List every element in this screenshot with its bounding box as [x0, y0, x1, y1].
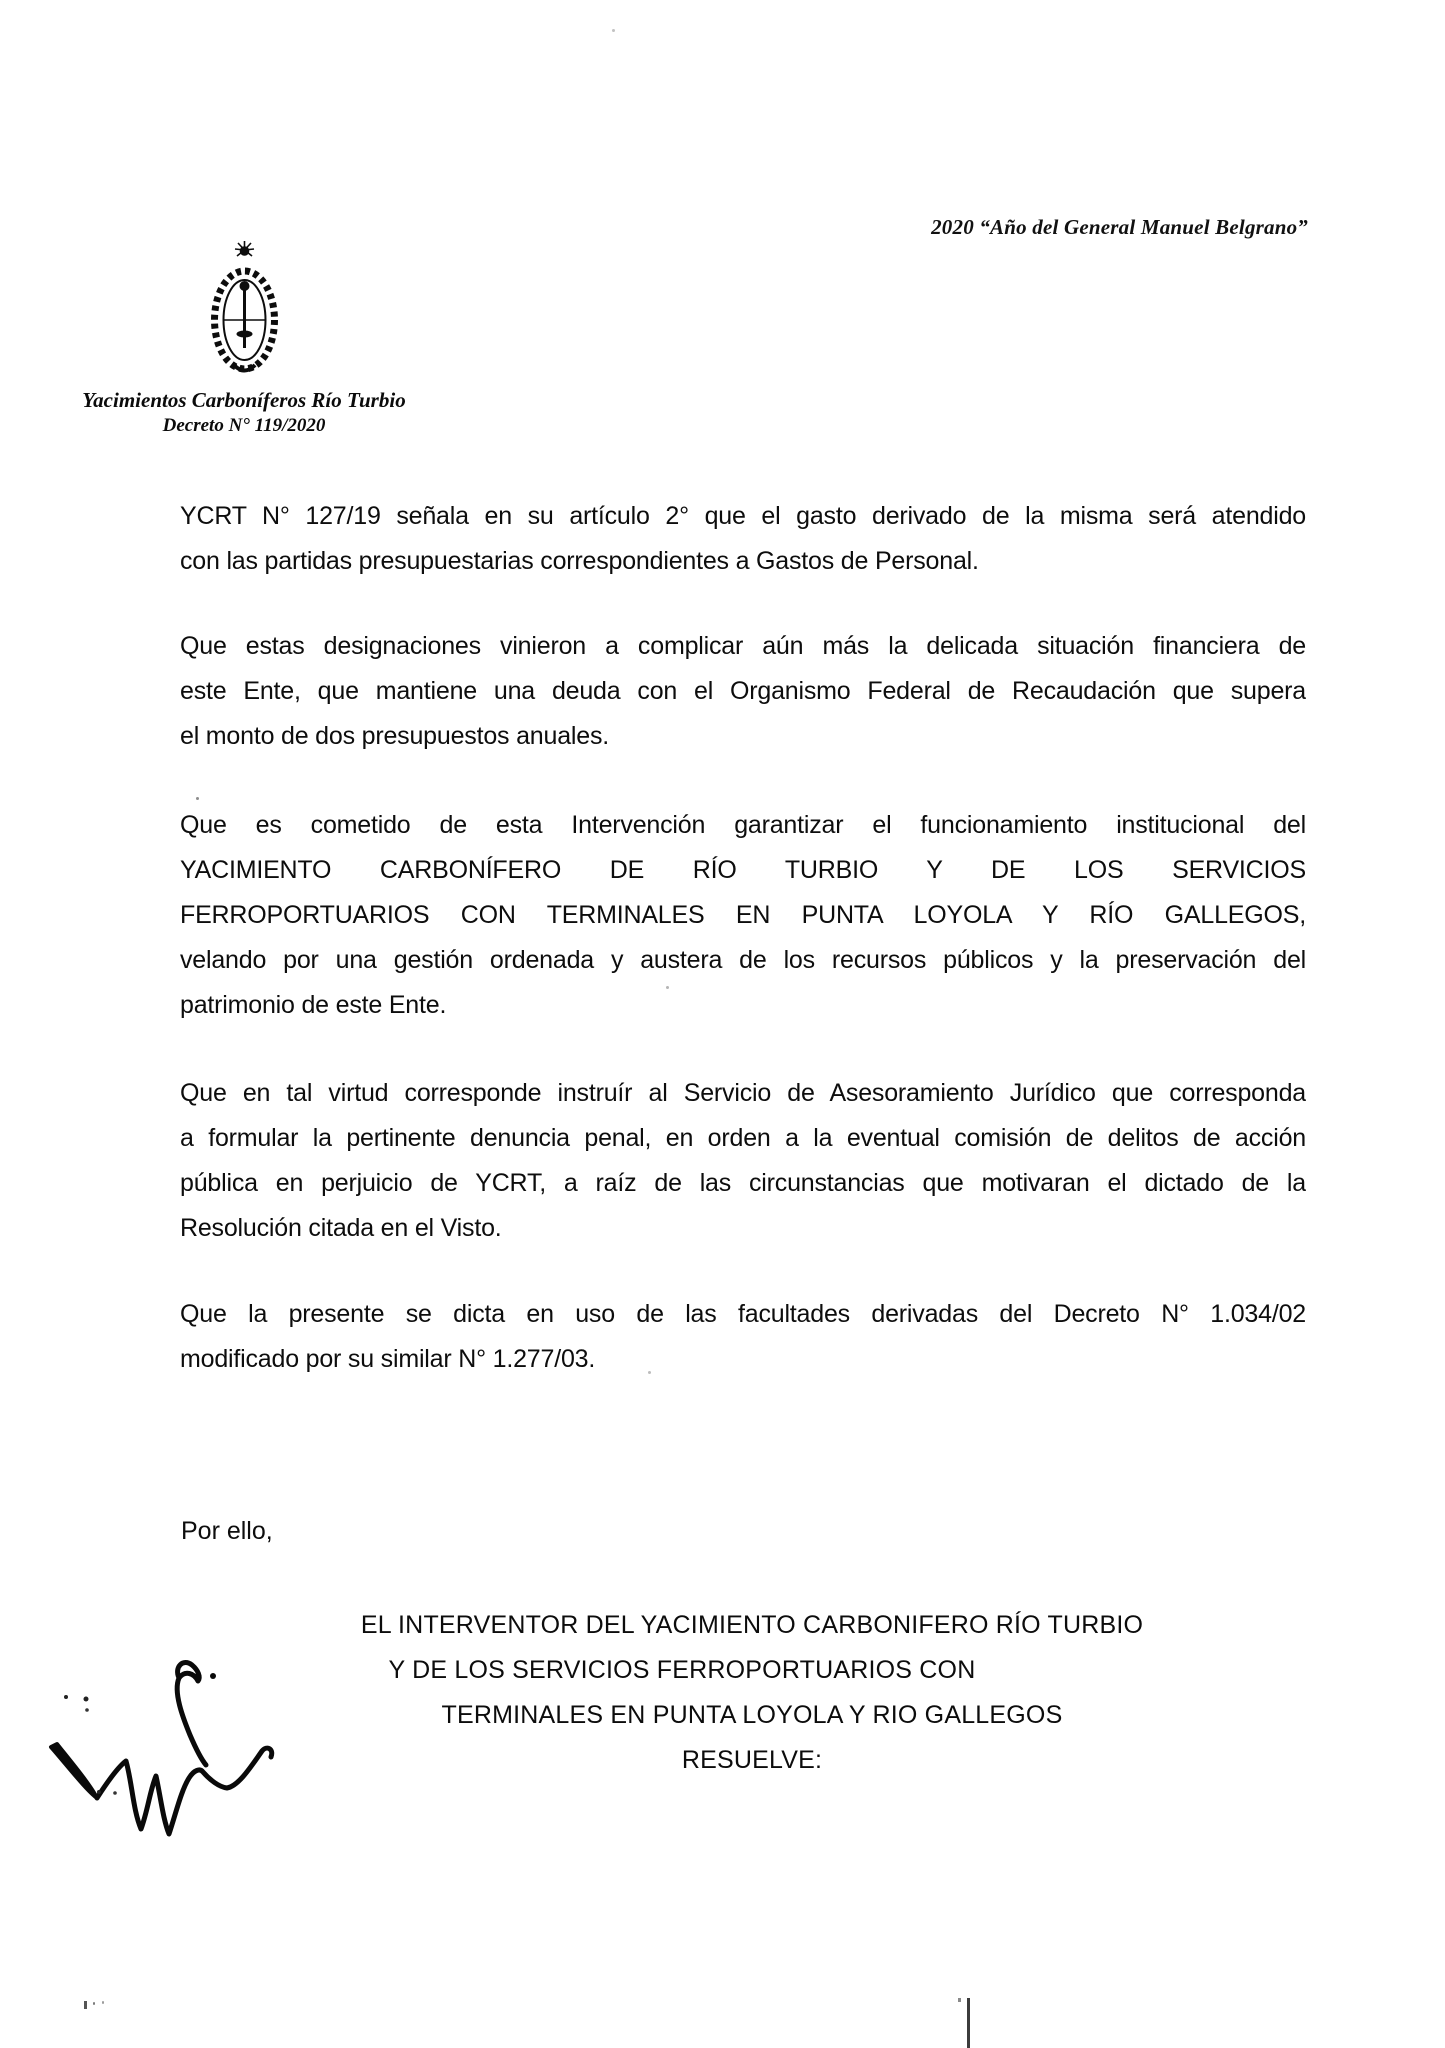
- paragraph: [180, 1071, 1306, 1251]
- organization-name: Yacimientos Carboníferos Río Turbio: [82, 388, 406, 412]
- resolution-heading-line: Y DE LOS SERVICIOS FERROPORTUARIOS CON: [388, 1656, 976, 1684]
- paragraph: [180, 624, 1306, 759]
- paragraph-line: el monto de dos presupuestos anuales.: [180, 722, 610, 750]
- scan-speck: [93, 2002, 95, 2005]
- paragraph: [180, 1292, 1306, 1382]
- year-motto: 2020 “Año del General Manuel Belgrano”: [931, 215, 1308, 239]
- paragraph-line: FERROPORTUARIOS CON TERMINALES EN PUNTA LOYOLA Y RÍO GALLEGOS,: [180, 901, 1306, 929]
- paragraph-line: este Ente, que mantiene una deuda con el Organismo Federal de Recaudación que supera: [180, 677, 1306, 705]
- paragraph-line: Que la presente se dicta en uso de las facultades derivadas del Decreto N° 1.034/02: [180, 1300, 1306, 1328]
- scan-speck: [102, 2001, 104, 2004]
- paragraph-line: velando por una gestión ordenada y austera de los recursos públicos y la preservación del: [180, 946, 1306, 974]
- scan-artifact-line: [967, 1998, 970, 2048]
- letterhead: [64, 240, 424, 437]
- paragraph-line: Que es cometido de esta Intervención garantizar el funcionamiento institucional del: [180, 811, 1306, 839]
- scan-speck: [196, 797, 199, 800]
- paragraph-line: YCRT N° 127/19 señala en su artículo 2° que el gasto derivado de la misma será atendido: [180, 502, 1306, 530]
- resolution-heading-line: RESUELVE:: [681, 1746, 823, 1774]
- decree-number: Decreto N° 119/2020: [162, 415, 326, 436]
- handwritten-signature: [38, 1652, 298, 1862]
- paragraph: [180, 803, 1306, 1028]
- scan-speck: [612, 29, 615, 32]
- resolution-heading-line: EL INTERVENTOR DEL YACIMIENTO CARBONIFERO RÍO TURBIO: [360, 1611, 1144, 1639]
- paragraph: [180, 494, 1306, 584]
- paragraph-line: con las partidas presupuestarias correspondientes a Gastos de Personal.: [180, 547, 979, 575]
- paragraph-line: Que estas designaciones vinieron a complicar aún más la delicada situación financiera de: [180, 632, 1306, 660]
- scan-speck: [648, 1371, 651, 1374]
- argentina-coat-of-arms-icon: [198, 240, 291, 380]
- paragraph-line: modificado por su similar N° 1.277/03.: [180, 1345, 596, 1373]
- paragraph-line: Que en tal virtud corresponde instruír al Servicio de Asesoramiento Jurídico que corresponda: [180, 1079, 1306, 1107]
- resolution-heading-line: TERMINALES EN PUNTA LOYOLA Y RIO GALLEGOS: [441, 1701, 1063, 1729]
- por-ello: Por ello,: [181, 1517, 273, 1545]
- scan-artifact-tick: [958, 1998, 961, 2002]
- paragraph-line: Resolución citada en el Visto.: [180, 1214, 502, 1242]
- paragraph-line: YACIMIENTO CARBONÍFERO DE RÍO TURBIO Y DE LOS SERVICIOS: [180, 856, 1306, 884]
- paragraph-line: a formular la pertinente denuncia penal, en orden a la eventual comisión de delitos de acción: [180, 1124, 1306, 1152]
- paragraph-line: patrimonio de este Ente.: [180, 991, 447, 1019]
- scan-speck: [84, 2001, 87, 2009]
- resolution-heading: [189, 1603, 1315, 1783]
- scan-speck: [666, 986, 669, 989]
- paragraph-line: pública en perjuicio de YCRT, a raíz de las circunstancias que motivaran el dictado de la: [180, 1169, 1306, 1197]
